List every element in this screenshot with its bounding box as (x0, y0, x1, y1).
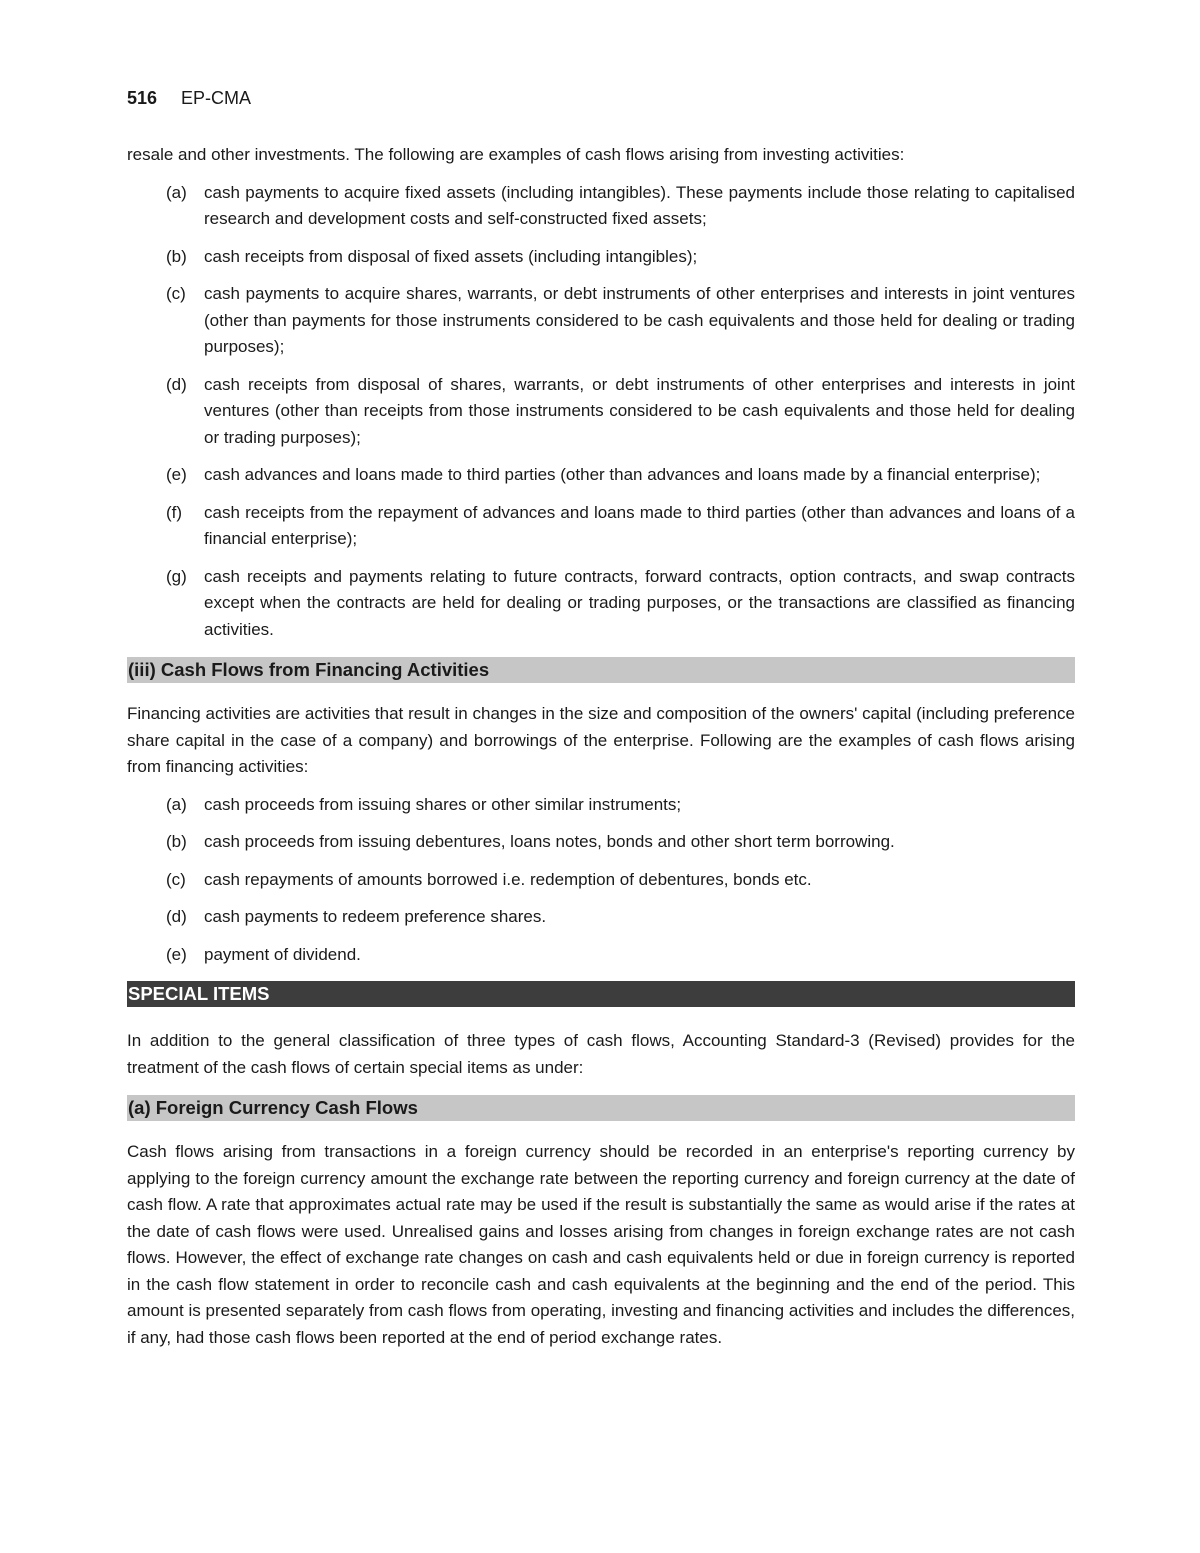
list-marker: (e) (166, 944, 187, 964)
list-item (127, 180, 1075, 233)
list-item-text: cash payments to acquire fixed assets (including intangibles). These payments include those relating to capitalised research and development costs and self-constructed fixed assets; (204, 182, 1075, 228)
list-marker: (b) (166, 246, 187, 266)
page-number: 516 (127, 88, 158, 108)
foreign-currency-heading: (a) Foreign Currency Cash Flows (127, 1095, 1075, 1121)
list-item-text: payment of dividend. (204, 944, 361, 964)
list-marker: (g) (166, 566, 187, 586)
list-item (127, 500, 1075, 553)
list-item (127, 829, 1075, 856)
list-item (127, 942, 1075, 969)
list-item (127, 281, 1075, 361)
special-items-intro: In addition to the general classification of three types of cash flows, Accounting Standard-3 (Revised) provides for the treatment of the cash flows of certain special items as under: (127, 1031, 1075, 1077)
list-marker: (a) (166, 794, 187, 814)
list-marker: (c) (166, 284, 186, 303)
list-marker: (d) (166, 374, 187, 394)
investing-list (127, 180, 1075, 644)
financing-list (127, 792, 1075, 969)
list-item (127, 564, 1075, 644)
list-item-text: cash payments to acquire shares, warrants, or debt instruments of other enterprises and interests in joint ventures (other than payments for those instruments considered to be cash equivalents and those held for dealing or trading purposes); (204, 284, 1075, 356)
list-item (127, 372, 1075, 452)
list-item-text: cash proceeds from issuing debentures, loans notes, bonds and other short term borrowing. (204, 832, 895, 851)
list-item (127, 792, 1075, 819)
list-item (127, 904, 1075, 931)
list-item (127, 867, 1075, 894)
special-items-heading: SPECIAL ITEMS (127, 981, 1075, 1007)
list-marker: (b) (166, 832, 187, 851)
running-title: EP-CMA (181, 88, 252, 108)
list-marker: (c) (166, 869, 186, 889)
list-item-text: cash receipts from disposal of fixed assets (including intangibles); (204, 246, 698, 266)
investing-intro: resale and other investments. The following are examples of cash flows arising from investing activities: (127, 145, 905, 164)
financing-heading: (iii) Cash Flows from Financing Activities (127, 657, 1075, 683)
list-item-text: cash advances and loans made to third parties (other than advances and loans made by a financial enterprise); (204, 465, 1041, 484)
list-item (127, 462, 1075, 489)
list-marker: (d) (166, 907, 187, 926)
list-item-text: cash proceeds from issuing shares or other similar instruments; (204, 794, 682, 814)
list-item (127, 244, 1075, 271)
document-page (127, 84, 1075, 1362)
financing-intro: Financing activities are activities that result in changes in the size and composition of the owners' capital (including preference share capital in the case of a company) and borrowings of the enterprise. Following are the examples of cash flows arising from financing activities: (127, 704, 1075, 776)
list-item-text: cash payments to redeem preference shares. (204, 907, 547, 926)
list-item-text: cash receipts and payments relating to future contracts, forward contracts, option contracts, and swap contracts except when the contracts are held for dealing or trading purposes, or the transactions are classified as financing activities. (204, 566, 1075, 639)
list-marker: (a) (166, 182, 187, 202)
list-item-text: cash receipts from the repayment of advances and loans made to third parties (other than advances and loans of a financial enterprise); (204, 502, 1075, 548)
list-marker: (f) (166, 502, 183, 522)
foreign-currency-body: Cash flows arising from transactions in a foreign currency should be recorded in an enterprise's reporting currency by applying to the foreign currency amount the exchange rate between the reporting currency and foreign currency at the date of cash flow. A rate that approximates actual rate may be used if the result is substantially the same as would arise if the rates at the date of cash flows were used. Unrealised gains and losses arising from changes in foreign exchange rates are not cash flows. However, the effect of exchange rate changes on cash and cash equivalents held or due in foreign currency is reported in the cash flow statement in order to reconcile cash and cash equivalents at the beginning and the end of the period. This amount is presented separately from cash flows from operating, investing and financing activities and includes the differences, if any, had those cash flows been reported at the end of period exchange rates. (127, 1142, 1075, 1347)
running-head (127, 84, 1075, 112)
list-marker: (e) (166, 465, 187, 484)
list-item-text: cash receipts from disposal of shares, warrants, or debt instruments of other enterprises and interests in joint ventures (other than receipts from those instruments considered to be cash equivalents and those held for dealing or trading purposes); (204, 374, 1075, 447)
list-item-text: cash repayments of amounts borrowed i.e. redemption of debentures, bonds etc. (204, 869, 812, 889)
